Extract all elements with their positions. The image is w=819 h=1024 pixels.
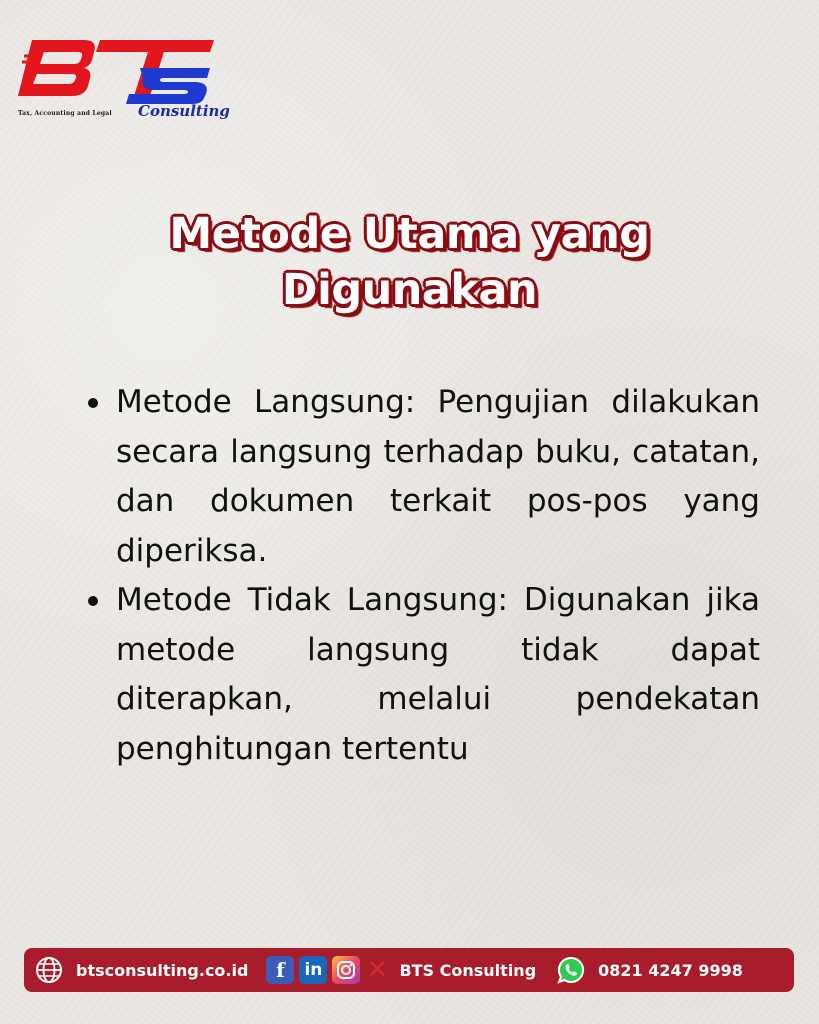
instagram-icon[interactable]	[332, 956, 360, 984]
list-item-text: Metode Langsung: Pengujian dilakukan secara langsung terhadap buku, catatan, dan dokumen terkait pos-pos yang diperiksa.	[116, 384, 760, 569]
whatsapp-icon[interactable]	[556, 955, 586, 985]
x-icon[interactable]: ✕	[366, 955, 389, 985]
list-item-text: Metode Tidak Langsung: Digunakan jika metode langsung tidak dapat diterapkan, melalui pendekatan penghitungan tertentu	[116, 582, 760, 767]
method-list	[86, 378, 760, 774]
phone-number[interactable]: 0821 4247 9998	[598, 960, 743, 980]
page-title-line-1: Metode Utama yang	[169, 209, 650, 259]
brand-name[interactable]: BTS Consulting	[399, 960, 537, 980]
website-link[interactable]: btsconsulting.co.id	[76, 960, 249, 980]
logo-tagline: Tax, Accounting and Legal	[18, 110, 112, 117]
bts-logo	[14, 34, 230, 129]
list-item	[86, 378, 760, 576]
linkedin-icon[interactable]: in	[299, 956, 327, 984]
globe-icon[interactable]	[34, 955, 64, 985]
page-title-line-2: Digunakan	[281, 265, 538, 315]
bullet-icon	[88, 398, 98, 408]
logo-consulting-text: Consulting	[138, 102, 230, 120]
list-item	[86, 576, 760, 774]
bullet-icon	[88, 596, 98, 606]
page-title	[100, 206, 719, 318]
facebook-icon[interactable]: f	[266, 956, 294, 984]
contact-footer	[24, 948, 794, 992]
bts-logo-mark	[14, 34, 224, 106]
